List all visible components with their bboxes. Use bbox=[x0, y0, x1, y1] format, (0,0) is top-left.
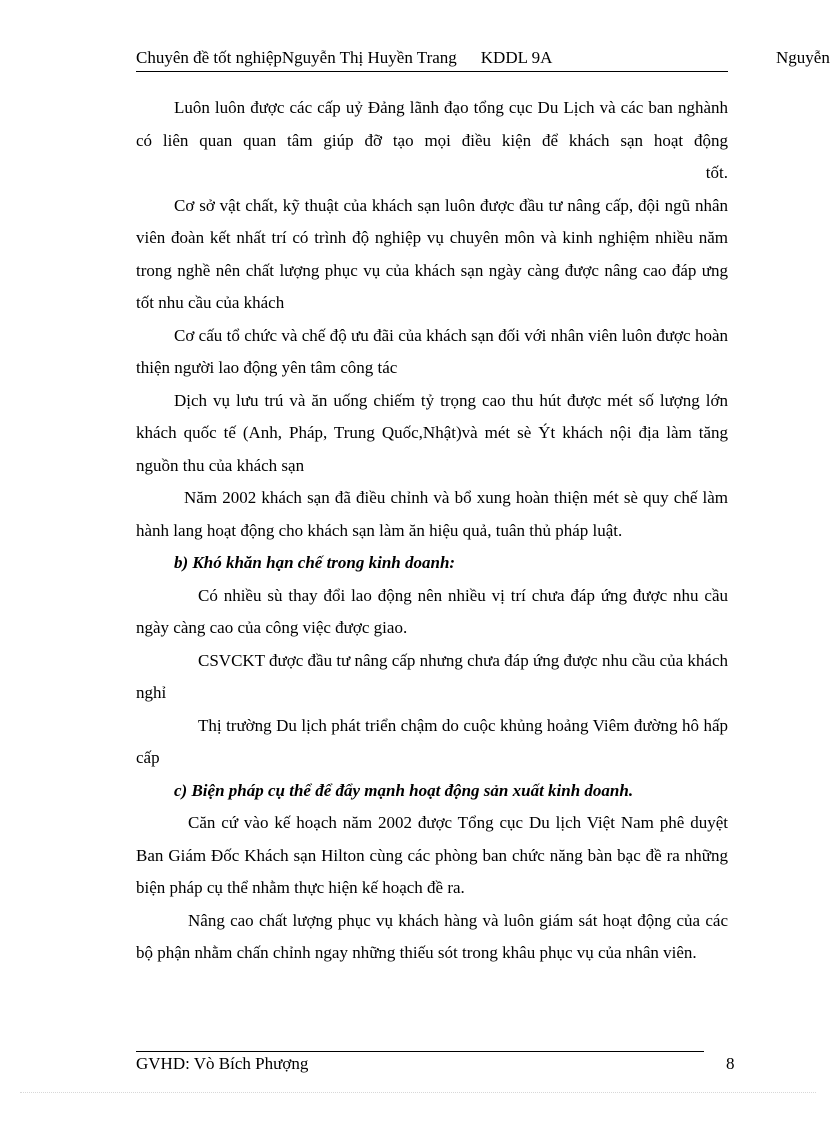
section-heading-b: b) Khó khăn hạn chế trong kinh doanh: bbox=[174, 553, 456, 572]
paragraph-7: CSVCKT được đầu tư nâng cấp nhưng chưa đáp ứng được nhu cầu của khách nghỉ bbox=[136, 650, 728, 702]
footer-rule bbox=[136, 1051, 704, 1052]
paragraph-2: Cơ sở vật chất, kỹ thuật của khách sạn luôn được đầu tư nâng cấp, đội ngũ nhân viên đoàn kết nhất trí có trình độ nghiệp vụ chuyên môn và kinh nghiệm nhiều năm trong nghề nên chất lượng phục vụ của khách sạn ngày càng được nâng cao đáp ưng tốt nhu cầu của khách bbox=[136, 195, 728, 312]
header-title: Chuyên đề tốt nghiệpNguyễn Thị Huyền Trang bbox=[136, 48, 457, 67]
footer-advisor: GVHD: Vò Bích Phượng bbox=[136, 1054, 309, 1073]
paragraph-3: Cơ cấu tổ chức và chế độ ưu đãi của khách sạn đối với nhân viên luôn được hoàn thiện người lao động yên tâm công tác bbox=[136, 325, 728, 377]
paragraph-6: Có nhiều sù thay đổi lao động nên nhiều vị trí chưa đáp ứng được nhu cầu ngày càng cao của công việc được giao. bbox=[136, 585, 728, 637]
paragraph-10: Nâng cao chất lượng phục vụ khách hàng và luôn giám sát hoạt động của các bộ phận nhằm chấn chỉnh ngay những thiếu sót trong khâu phục vụ của nhân viên. bbox=[136, 910, 728, 962]
header-course: KDDL 9A bbox=[480, 48, 553, 67]
page-number: 8 bbox=[726, 1054, 735, 1073]
paragraph-4: Dịch vụ lưu trú và ăn uống chiếm tỷ trọng cao thu hút được mét số lượng lớn khách quốc tế (Anh, Pháp, Trung Quốc,Nhật)và mét sè Ýt khách nội địa làm tăng nguồn thu của khách sạn bbox=[136, 390, 728, 475]
header-rule bbox=[136, 71, 728, 72]
document-body bbox=[136, 92, 728, 970]
page-bottom-border bbox=[20, 1092, 816, 1093]
paragraph-1: Luôn luôn được các cấp uỷ Đảng lãnh đạo tổng cục Du Lịch và các ban nghành có liên quan quan tâm giúp đỡ tạo mọi điều kiện để khách sạn hoạt động bbox=[136, 98, 728, 150]
paragraph-5: Năm 2002 khách sạn đã điều chỉnh và bổ xung hoàn thiện mét sè quy chế làm hành lang hoạt động cho khách sạn làm ăn hiệu quả, tuân thủ pháp luật. bbox=[136, 488, 728, 540]
paragraph-1-end: tốt. bbox=[705, 163, 728, 182]
paragraph-9: Căn cứ vào kế hoạch năm 2002 được Tổng cục Du lịch Việt Nam phê duyệt Ban Giám Đốc Khách sạn Hilton cùng các phòng ban chức năng bàn bạc đề ra những biện pháp cụ thể nhằm thực hiện kế hoạch đề ra. bbox=[136, 813, 728, 897]
page-header bbox=[136, 48, 728, 68]
header-overflow-text: Nguyễn bbox=[776, 48, 830, 67]
section-heading-c: c) Biện pháp cụ thể để đẩy mạnh hoạt động sản xuất kinh doanh. bbox=[174, 780, 634, 800]
paragraph-8: Thị trường Du lịch phát triển chậm do cuộc khủng hoảng Viêm đường hô hấp cấp bbox=[136, 715, 728, 767]
